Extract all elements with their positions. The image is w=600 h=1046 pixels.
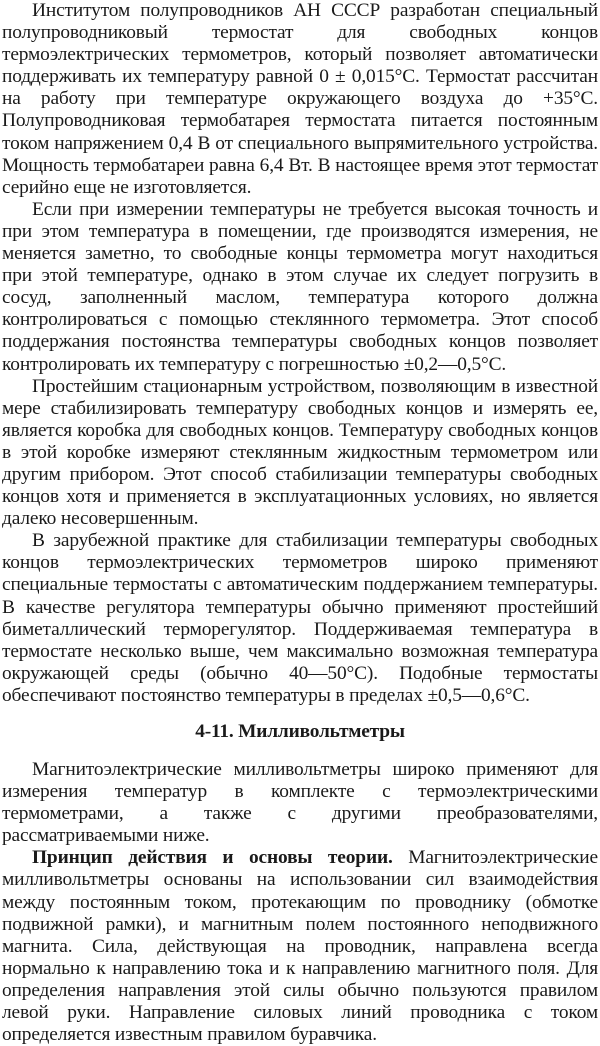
paragraph-semiconductor-thermostat: Институтом полупроводников АН СССР разработан специальный полупроводниковый термостат для свободных концов термоэлектрических термометров, который позволяет автоматически поддерживать их температуру равной 0 ± 0,015°С. Термостат рассчитан на работу при температуре окружающего воздуха до +35°С. Полупроводниковая термобатарея термостата питается постоянным током напряжением 0,4 В от специального выпрямительного устройства. Мощность термобатареи равна 6,4 Вт. В настоящее время этот термостат серийно еще не изготовляется. [2, 0, 598, 198]
paragraph-millivoltmeters-intro: Магнитоэлектрические милливольтметры широко применяют для измерения температур в комплекте с термоэлектрическими термометрами, а также с другими преобразователями, рассматриваемыми ниже. [2, 759, 598, 847]
paragraph-foreign-practice: В зарубежной практике для стабилизации температуры свободных концов термоэлектрических термометров широко применяют специальные термостаты с автоматическим поддержанием температуры. В качестве регулятора температуры обычно применяют простейший биметаллический терморегулятор. Поддерживаемая температура в термостате несколько выше, чем максимально возможная температура окружающей среды (обычно 40—50°С). Подобные термостаты обеспечивают постоянство температуры в пределах ±0,5—0,6°С. [2, 530, 598, 706]
paragraph-oil-vessel: Если при измерении температуры не требуется высокая точность и при этом температура в помещении, где производятся измерения, не меняется заметно, то свободные концы термометра могут находиться при этой температуре, однако в этом случае их следует погрузить в сосуд, заполненный маслом, температура которого должна контролироваться с помощью стеклянного термометра. Этот способ поддержания постоянства температуры свободных концов позволяет контролировать их температуру с погрешностью ±0,2—0,5°С. [2, 198, 598, 375]
section-heading: 4-11. Милливольтметры [195, 721, 405, 742]
paragraph-junction-box: Простейшим стационарным устройством, позволяющим в известной мере стабилизировать температуру свободных концов и измерять ее, является коробка для свободных концов. Температуру свободных концов в этой коробке измеряют стеклянным жидкостным термометром или другим прибором. Этот способ стабилизации температуры свободных концов хотя и применяется в эксплуатационных условиях, но является далеко несовершенным. [2, 375, 598, 530]
document-page [2, 0, 598, 1046]
paragraph-operating-principle [2, 847, 598, 1046]
principle-text: Магнитоэлектрические милливольтметры основаны на использовании сил взаимодействия между постоянным током, протекающим по проводнику (обмотке подвижной рамки), и магнитным полем постоянного неподвижного магнита. Сила, действующая на проводник, направлена всегда нормально к направлению тока и к направлению магнитного поля. Для определения направления этой силы обычно пользуются правилом левой руки. Направление силовых линий проводника с током определяется известным правилом буравчика. [2, 847, 598, 1046]
principle-lead: Принцип действия и основы теории. [32, 847, 393, 869]
